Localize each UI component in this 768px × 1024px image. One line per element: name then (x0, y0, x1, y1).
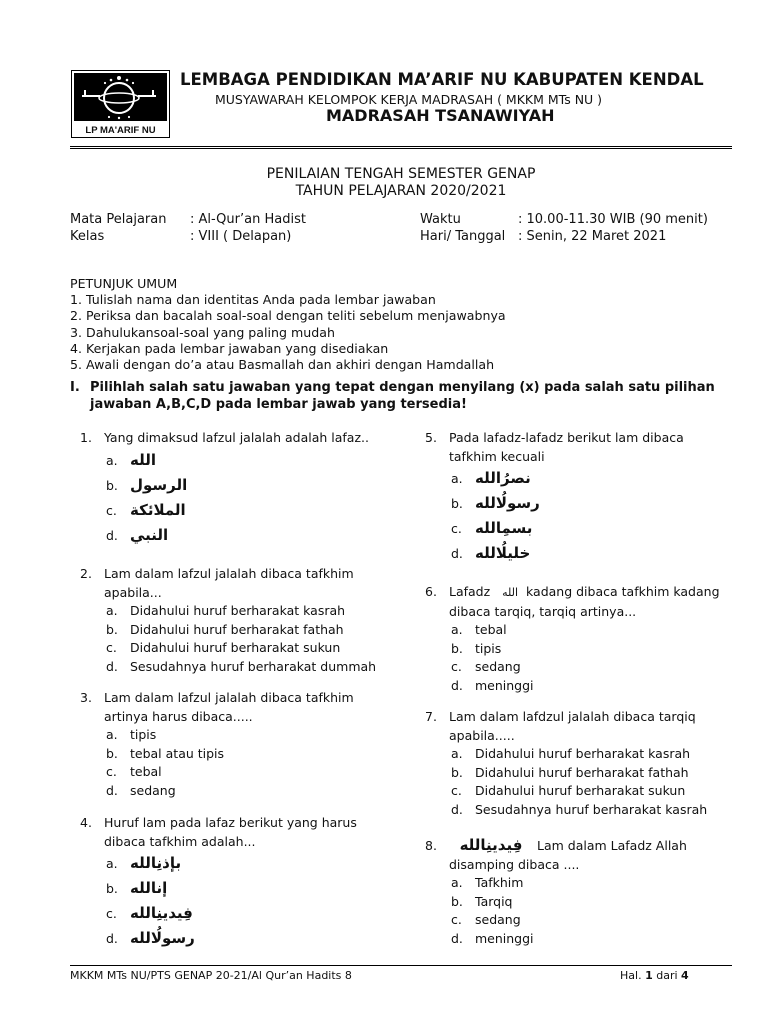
option-a: a. الله (106, 450, 156, 469)
arabic-phrase: فِيدينِالله (459, 836, 523, 854)
header-rule (70, 146, 732, 147)
option-b: b. إنالله (106, 879, 168, 897)
option-a: a. بإذنِالله (106, 854, 182, 872)
option-a: a. نصرُالله (451, 469, 531, 487)
option-d: d. رسولُالله (106, 929, 195, 947)
section-instruction-line1: Pilihlah salah satu jawaban yang tepat dengan menyilang (x) pada salah satu pilihan (90, 380, 715, 395)
institution-subtitle: MUSYAWARAH KELOMPOK KERJA MADRASAH ( MKKM MTs NU ) (215, 92, 603, 107)
nu-emblem-icon (74, 73, 167, 121)
option-d: d. خليلُالله (451, 544, 531, 562)
instruction-item: 2. Periksa dan bacalah soal-soal dengan teliti sebelum menjawabnya (70, 308, 506, 324)
question-number: 3. (80, 690, 92, 705)
option-a: a. tipis (106, 727, 157, 742)
question-number: 8. (425, 838, 437, 853)
class-label: Kelas (70, 229, 105, 244)
question-number: 1. (80, 430, 92, 445)
exam-year: TAHUN PELAJARAN 2020/2021 (295, 183, 507, 199)
instruction-item: 4. Kerjakan pada lembar jawaban yang disediakan (70, 340, 389, 356)
page-prefix: Hal. (620, 969, 642, 982)
instructions (70, 276, 506, 373)
question-number: 2. (80, 566, 92, 581)
question-3 (80, 689, 410, 800)
instructions-title: PETUNJUK UMUM (70, 276, 178, 291)
option-b: b. Tarqiq (451, 893, 513, 909)
option-a: a. tebal (451, 622, 507, 637)
option-d: d. sedang (106, 782, 176, 798)
lp-maarif-nu-logo (71, 70, 170, 138)
question-text-cont: dibaca tarqiq, tarqiq artinya... (449, 603, 637, 619)
question-text: Lam dalam Lafadz Allah (536, 838, 687, 853)
question-text: Lam dalam lafzul jalalah dibaca tafkhim (104, 690, 354, 705)
option-c: c. sedang (451, 659, 521, 674)
arabic-allah: الله (502, 586, 519, 599)
question-number: 5. (425, 430, 437, 445)
page-mid: dari (656, 969, 678, 982)
question-1 (80, 429, 410, 548)
question-text-cont: dibaca tafkhim adalah... (104, 833, 256, 849)
option-d: d. النبي (106, 525, 169, 544)
option-d: d. meninggi (451, 930, 534, 946)
option-b: b. tipis (451, 640, 502, 656)
subject-label: Mata Pelajaran (70, 212, 167, 227)
question-text: Lam dalam lafzul jalalah dibaca tafkhim (104, 566, 354, 581)
date-label: Hari/ Tanggal (420, 229, 506, 244)
question-text-cont: tafkhim kecuali (449, 448, 545, 464)
question-text-cont: apabila..... (449, 727, 515, 743)
exam-title: PENILAIAN TENGAH SEMESTER GENAP (266, 166, 536, 182)
option-c: c. الملائكة (106, 500, 186, 519)
question-text-2: kadang dibaca tafkhim kadang (526, 584, 720, 599)
date-value: : Senin, 22 Maret 2021 (518, 229, 667, 244)
option-b: b. tebal atau tipis (106, 745, 225, 761)
school-name: MADRASAH TSANAWIYAH (326, 106, 555, 125)
question-text-cont: apabila... (104, 584, 162, 600)
section-number: I. (70, 380, 80, 395)
question-2 (80, 565, 410, 676)
time-value: : 10.00-11.30 WIB (90 menit) (518, 212, 708, 227)
instruction-item: 3. Dahulukansoal-soal yang paling mudah (70, 324, 335, 340)
page-indicator (620, 969, 689, 982)
question-text: Lam dalam lafdzul jalalah dibaca tarqiq (449, 709, 696, 724)
option-b: b. الرسول (106, 475, 188, 494)
question-4 (80, 814, 410, 951)
question-5 (425, 429, 735, 566)
section-instruction-line2: jawaban A,B,C,D pada lembar jawab yang tersedia! (90, 397, 467, 412)
footer-rule (70, 965, 732, 966)
question-text: Pada lafadz-lafadz berikut lam dibaca (449, 430, 684, 445)
question-6 (425, 583, 740, 695)
question-number: 7. (425, 709, 437, 724)
question-text: Huruf lam pada lafaz berikut yang harus (104, 815, 357, 830)
option-d: d. Sesudahnya huruf berharakat dummah (106, 658, 377, 674)
option-a: a. Didahului huruf berharakat kasrah (106, 603, 346, 618)
option-b: b. Didahului huruf berharakat fathah (106, 621, 344, 637)
institution-name: LEMBAGA PENDIDIKAN MA’ARIF NU KABUPATEN KENDAL (180, 70, 704, 89)
instruction-item: 1. Tulislah nama dan identitas Anda pada lembar jawaban (70, 292, 436, 308)
option-c: c. Didahului huruf berharakat sukun (451, 783, 686, 798)
option-c: c. فِيدينِالله (106, 904, 193, 922)
option-b: b. رسولُالله (451, 494, 540, 512)
subject-value: : Al-Qur’an Hadist (190, 212, 306, 227)
option-d: d. meninggi (451, 677, 534, 693)
class-value: : VIII ( Delapan) (190, 229, 292, 244)
question-number: 6. (425, 584, 437, 599)
option-d: d. Sesudahnya huruf berharakat kasrah (451, 801, 708, 817)
question-text: Yang dimaksud lafzul jalalah adalah lafaz.. (104, 430, 369, 445)
question-text: Lafadz (449, 584, 491, 599)
instruction-item: 5. Awali dengan do’a atau Basmallah dan akhiri dengan Hamdallah (70, 357, 495, 373)
header-rule-2 (70, 148, 732, 149)
question-text-cont: artinya harus dibaca..... (104, 708, 253, 724)
question-8 (425, 836, 740, 948)
question-7 (425, 708, 740, 819)
option-c: c. بسمِالله (451, 519, 533, 537)
option-b: b. Didahului huruf berharakat fathah (451, 764, 689, 780)
page-total: 4 (681, 969, 689, 982)
footer-left: MKKM MTs NU/PTS GENAP 20-21/Al Qur’an Hadits 8 (70, 969, 352, 982)
option-a: a. Tafkhim (451, 875, 524, 890)
option-c: c. tebal (106, 764, 162, 779)
option-c: c. Didahului huruf berharakat sukun (106, 640, 341, 655)
time-label: Waktu (420, 212, 461, 227)
question-number: 4. (80, 815, 92, 830)
option-c: c. sedang (451, 912, 521, 927)
page-number: 1 (645, 969, 653, 982)
logo-caption: LP MA'ARIF NU (85, 125, 156, 136)
question-text-cont: disamping dibaca .... (449, 856, 580, 872)
option-a: a. Didahului huruf berharakat kasrah (451, 746, 691, 761)
